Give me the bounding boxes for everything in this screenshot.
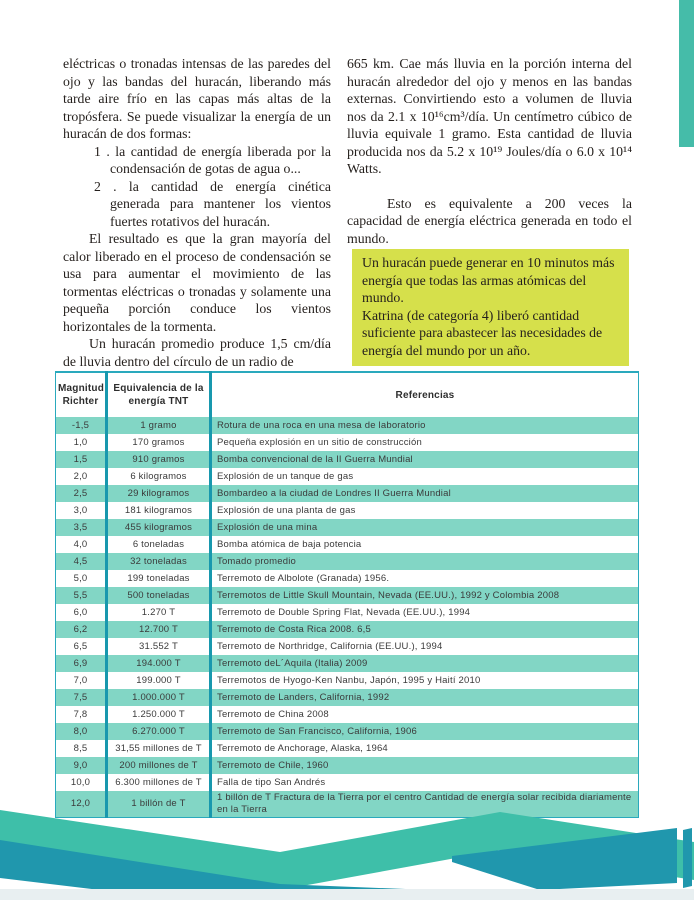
cell-mag: 2,5	[56, 485, 107, 502]
cell-tnt: 32 toneladas	[107, 553, 211, 570]
cell-mag: 12,0	[56, 791, 107, 818]
note-line: Un huracán puede generar en 10 minutos más energía que todas las armas atómicas del mundo.	[362, 255, 615, 305]
cell-ref: Explosión de una mina	[211, 519, 639, 536]
table-row	[56, 689, 639, 706]
cell-ref: Terremoto de Albolote (Granada) 1956.	[211, 570, 639, 587]
text-column-left	[63, 55, 331, 370]
footer-ribbon-graphic	[0, 808, 694, 890]
table-row	[56, 536, 639, 553]
cell-mag: 5,0	[73, 572, 88, 584]
cell-mag: 1,5	[56, 451, 107, 468]
paragraph: eléctricas o tronadas intensas de las paredes del ojo y las bandas del huracán, liberando más tarde aire frío en las capas más altas de la tropósfera. Se puede visualizar la energía de un huracán de dos formas:	[63, 56, 331, 141]
table-row	[56, 519, 639, 536]
table-row	[56, 553, 639, 570]
cell-mag: -1,5	[56, 417, 107, 434]
column-header-equivalencia: Equivalencia de la energía TNT	[107, 372, 211, 417]
cell-tnt: 200 millones de T	[107, 757, 211, 774]
cell-tnt: 1 billón de T	[107, 791, 211, 818]
cell-ref: Tomado promedio	[211, 553, 639, 570]
table-row	[56, 706, 639, 723]
table-row	[56, 621, 639, 638]
cell-mag: 7,0	[73, 674, 88, 686]
table-row	[56, 587, 639, 604]
paragraph: El resultado es que la gran mayoría del calor liberado en el proceso de condensación se usa para aumentar el movimiento de las tormentas eléctricas o tronadas y solamente una pequeña porción conduce los vientos horizontales de la tormenta.	[63, 231, 331, 334]
cell-ref: Terremoto de Anchorage, Alaska, 1964	[211, 740, 639, 757]
cell-ref: Bomba atómica de baja potencia	[211, 536, 639, 553]
cell-ref: Terremoto de Chile, 1960	[211, 757, 639, 774]
cell-mag: 7,5	[56, 689, 107, 706]
paragraph-gap	[347, 178, 632, 195]
top-right-accent-bar	[679, 0, 694, 147]
cell-tnt: 194.000 T	[107, 655, 211, 672]
cell-tnt: 31,55 millones de T	[107, 740, 211, 757]
table-row	[56, 672, 639, 689]
cell-ref: Bomba convencional de la II Guerra Mundial	[211, 451, 639, 468]
cell-mag: 6,0	[73, 606, 88, 618]
cell-ref: Rotura de una roca en una mesa de laboratorio	[211, 417, 639, 434]
table-row	[56, 740, 639, 757]
column-header-magnitud: Magnitud Richter	[56, 372, 107, 417]
cell-tnt: 6 toneladas	[107, 536, 211, 553]
richter-table-body	[56, 417, 639, 818]
cell-ref: Bombardeo a la ciudad de Londres II Guerra Mundial	[211, 485, 639, 502]
table-row	[56, 417, 639, 434]
cell-ref: Terremoto deL´Aquila (Italia) 2009	[211, 655, 639, 672]
cell-tnt: 29 kilogramos	[107, 485, 211, 502]
cell-mag: 4,0	[73, 538, 88, 550]
ribbon-dark-bar-shape	[683, 828, 692, 888]
cell-mag: 7,8	[73, 708, 88, 720]
table-row	[56, 451, 639, 468]
cell-mag: 1,0	[73, 436, 88, 448]
cell-ref: Pequeña explosión en un sitio de construcción	[211, 434, 639, 451]
paragraph: 665 km. Cae más lluvia en la porción interna del huracán alrededor del ojo y menos en las bandas externas. Convirtiendo esto a volumen de lluvia nos da 2.1 x 10¹⁶cm³/día. Un centímetro cúbico de lluvia equivale 1 gramo. Esta cantidad de lluvia producida nos da 5.2 x 10¹⁹ Joules/día o 6.0 x 10¹⁴ Watts.	[347, 56, 632, 176]
table-row	[56, 655, 639, 672]
cell-tnt: 500 toneladas	[107, 587, 211, 604]
highlight-note-box	[352, 249, 629, 366]
cell-ref: Terremotos de Little Skull Mountain, Nevada (EE.UU.), 1992 y Colombia 2008	[211, 587, 639, 604]
list-item: 2 . la cantidad de energía cinética generada para mantener los vientos fuertes rotativos del huracán.	[94, 178, 331, 229]
cell-tnt: 12.700 T	[107, 621, 211, 638]
cell-mag: 3,5	[56, 519, 107, 536]
list-item: 1 . la cantidad de energía liberada por la condensación de gotas de agua o...	[94, 143, 331, 176]
paragraph: Esto es equivalente a 200 veces la capacidad de energía eléctrica generada en todo el mundo.	[347, 195, 632, 246]
cell-ref: Terremoto de Landers, California, 1992	[211, 689, 639, 706]
page-bottom-edge	[0, 889, 694, 900]
cell-ref: Explosión de un tanque de gas	[211, 468, 639, 485]
cell-mag: 8,0	[56, 723, 107, 740]
cell-mag: 6,5	[73, 640, 88, 652]
cell-tnt: 1.000.000 T	[107, 689, 211, 706]
table-row	[56, 502, 639, 519]
cell-tnt: 31.552 T	[107, 638, 211, 655]
cell-ref: Falla de tipo San Andrés	[211, 774, 639, 791]
table-row	[56, 468, 639, 485]
numbered-list	[63, 143, 331, 231]
cell-mag: 10,0	[70, 776, 91, 788]
column-header-referencias: Referencias	[211, 372, 639, 417]
richter-tnt-table	[55, 371, 639, 818]
cell-ref: Terremoto de San Francisco, California, 1906	[211, 723, 639, 740]
cell-ref: Terremoto de Costa Rica 2008. 6,5	[211, 621, 639, 638]
cell-tnt: 199 toneladas	[107, 570, 211, 587]
cell-tnt: 6 kilogramos	[107, 468, 211, 485]
cell-mag: 9,0	[56, 757, 107, 774]
cell-mag: 6,9	[56, 655, 107, 672]
paragraph: Un huracán promedio produce 1,5 cm/día de lluvia dentro del círculo de un radio de	[63, 336, 331, 369]
cell-ref: Terremoto de China 2008	[211, 706, 639, 723]
note-line: Katrina (de categoría 4) liberó cantidad suficiente para abastecer las necesidades de energía del mundo por un año.	[362, 307, 603, 358]
table-header	[56, 372, 639, 417]
cell-ref: Terremoto de Double Spring Flat, Nevada (EE.UU.), 1994	[211, 604, 639, 621]
cell-ref: Explosión de una planta de gas	[211, 502, 639, 519]
cell-tnt: 181 kilogramos	[107, 502, 211, 519]
cell-mag: 8,5	[73, 742, 88, 754]
cell-tnt: 1 gramo	[107, 417, 211, 434]
table-row	[56, 723, 639, 740]
cell-tnt: 1.250.000 T	[107, 706, 211, 723]
table-row	[56, 604, 639, 621]
cell-tnt: 455 kilogramos	[107, 519, 211, 536]
table-row	[56, 570, 639, 587]
table-row	[56, 485, 639, 502]
cell-tnt: 199.000 T	[107, 672, 211, 689]
table-row	[56, 434, 639, 451]
cell-tnt: 6.270.000 T	[107, 723, 211, 740]
cell-mag: 4,5	[56, 553, 107, 570]
cell-tnt: 170 gramos	[107, 434, 211, 451]
cell-mag: 3,0	[73, 504, 88, 516]
table-row	[56, 638, 639, 655]
text-column-right	[347, 55, 632, 247]
table-row	[56, 774, 639, 791]
cell-tnt: 1.270 T	[107, 604, 211, 621]
cell-ref: 1 billón de T Fractura de la Tierra por el centro Cantidad de energía solar recibida diariamente en la Tierra	[211, 791, 639, 818]
cell-ref: Terremoto de Northridge, California (EE.UU.), 1994	[211, 638, 639, 655]
cell-mag: 2,0	[73, 470, 88, 482]
cell-tnt: 910 gramos	[107, 451, 211, 468]
cell-mag: 5,5	[56, 587, 107, 604]
cell-tnt: 6.300 millones de T	[107, 774, 211, 791]
cell-mag: 6,2	[56, 621, 107, 638]
table-row	[56, 757, 639, 774]
cell-ref: Terremotos de Hyogo-Ken Nanbu, Japón, 1995 y Haití 2010	[211, 672, 639, 689]
